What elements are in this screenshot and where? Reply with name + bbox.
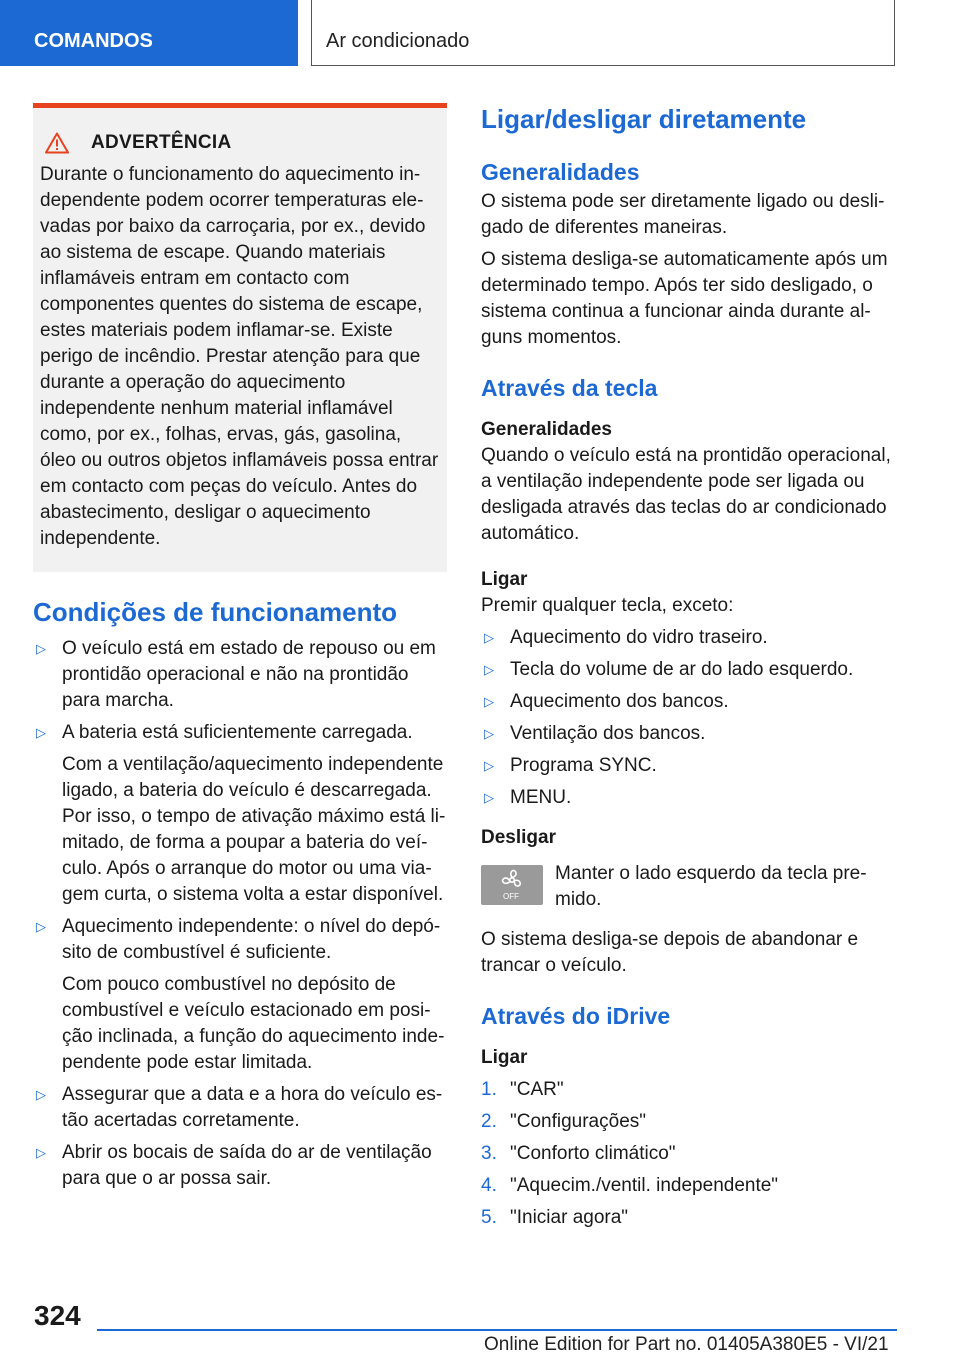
fan-off-button-icon	[481, 865, 543, 905]
idrive-subheading: Através do iDrive	[481, 1003, 671, 1029]
off-label: OFF	[503, 892, 519, 901]
list-item: 2. "Configurações"	[481, 1111, 647, 1132]
triangle-bullet-icon: ▷	[484, 758, 494, 773]
footer-divider	[97, 1329, 897, 1331]
list-item: 5. "Iniciar agora"	[481, 1207, 629, 1228]
triangle-bullet-icon: ▷	[36, 1145, 46, 1160]
list-item: ▷ O veículo está em estado de repouso ou em prontidão operacional e não na prontidão para marcha.	[36, 638, 436, 711]
key-on-text: Premir qualquer tecla, exceto:	[481, 595, 734, 616]
conditions-heading: Condições de funcionamento	[33, 597, 398, 627]
key-general-label: Generalidades	[481, 419, 612, 440]
key-off-label: Desligar	[481, 827, 556, 848]
general-subheading: Generalidades	[481, 159, 640, 185]
list-item: ▷ Aquecimento do vidro traseiro.	[481, 625, 895, 651]
list-item: 4. "Aquecim./ventil. independente"	[481, 1175, 779, 1196]
triangle-bullet-icon: ▷	[36, 1087, 46, 1102]
list-item: ▷ Tecla do volume de ar do lado esquerdo.	[481, 657, 895, 683]
idrive-on-label: Ligar	[481, 1047, 528, 1068]
exceptions-list	[481, 625, 895, 811]
warning-title: ADVERTÊNCIA	[91, 132, 232, 153]
warning-box	[33, 103, 447, 572]
triangle-bullet-icon: ▷	[484, 694, 494, 709]
triangle-bullet-icon: ▷	[484, 662, 494, 677]
triangle-bullet-icon: ▷	[36, 919, 46, 934]
list-item: ▷ Aquecimento independente: o nível do depósito de combustível é suficiente. Com pouco combustível no depósito de combustível e veículo estacionado em posição inclinada, a função do aquecimento independente pode estar limitada.	[36, 916, 445, 1073]
conditions-list	[33, 636, 447, 1192]
key-general-text: Quando o veículo está na prontidão operacional, a ventilação independente pode ser ligada ou desligada através das teclas do ar condicionado automático.	[481, 445, 891, 544]
chapter-title: Ar condicionado	[311, 0, 895, 66]
list-item: ▷ Programa SYNC.	[481, 753, 895, 779]
key-subheading: Através da tecla	[481, 375, 658, 401]
page-number: 324	[34, 1300, 81, 1331]
off-instruction	[481, 861, 895, 913]
right-column	[481, 103, 895, 1237]
left-column	[33, 103, 447, 1198]
general-paragraph-2: O sistema desliga-se automaticamente após um determinado tempo. Após ter sido desligado, o sistema continua a funcionar ainda durante alguns momentos.	[481, 249, 888, 348]
key-off-after: O sistema desliga-se depois de abandonar e trancar o veículo.	[481, 929, 859, 976]
warning-text: Durante o funcionamento do aquecimento independente podem ocorrer temperaturas elevadas por baixo da carroçaria, por ex., devido ao sistema de escape. Quando materiais inflamáveis entram em contacto com componentes quentes do sistema de escape, estes materiais podem inflamar-se. Existe perigo de incêndio. Prestar atenção para que durante a operação do aquecimento independente nenhum material inflamável como, por ex., folhas, ervas, gás, gasolina, óleo ou outros objetos inflamáveis possa entrar em contacto com peças do veículo. Antes do abastecimento, desligar o aquecimento independente.	[40, 164, 439, 549]
triangle-bullet-icon: ▷	[484, 630, 494, 645]
edition-note: Online Edition for Part no. 01405A380E5 - VI/21	[484, 1334, 889, 1355]
list-item: ▷ Aquecimento dos bancos.	[481, 689, 895, 715]
triangle-bullet-icon: ▷	[484, 790, 494, 805]
section-tab: COMANDOS	[0, 0, 298, 66]
triangle-bullet-icon: ▷	[36, 725, 46, 740]
direct-heading: Ligar/desligar diretamente	[481, 104, 807, 134]
list-item: ▷ MENU.	[481, 785, 895, 811]
list-item: ▷ Assegurar que a data e a hora do veículo estão acertadas corretamente.	[36, 1084, 443, 1131]
key-on-label: Ligar	[481, 569, 528, 590]
triangle-bullet-icon: ▷	[36, 641, 46, 656]
warning-triangle-icon	[45, 132, 69, 154]
key-off-text: Manter o lado esquerdo da tecla premido.	[555, 863, 867, 910]
list-item: ▷ Ventilação dos bancos.	[481, 721, 895, 747]
idrive-steps	[481, 1077, 895, 1231]
page-header	[0, 0, 960, 66]
list-item: 3. "Conforto climático"	[481, 1143, 676, 1164]
triangle-bullet-icon: ▷	[484, 726, 494, 741]
list-item: ▷ Abrir os bocais de saída do ar de ventilação para que o ar possa sair.	[36, 1142, 432, 1189]
general-paragraph-1: O sistema pode ser diretamente ligado ou desligado de diferentes maneiras.	[481, 191, 885, 238]
list-item: ▷ A bateria está suficientemente carregada. Com a ventilação/aquecimento independente ligado, a bateria do veículo é descarregada. Por isso, o tempo de ativação máximo está limitado, de forma a poupar a bateria do veículo. Após o arranque do motor ou uma viagem curta, o sistema volta a estar disponível.	[36, 722, 446, 905]
list-item: 1. "CAR"	[481, 1079, 564, 1100]
